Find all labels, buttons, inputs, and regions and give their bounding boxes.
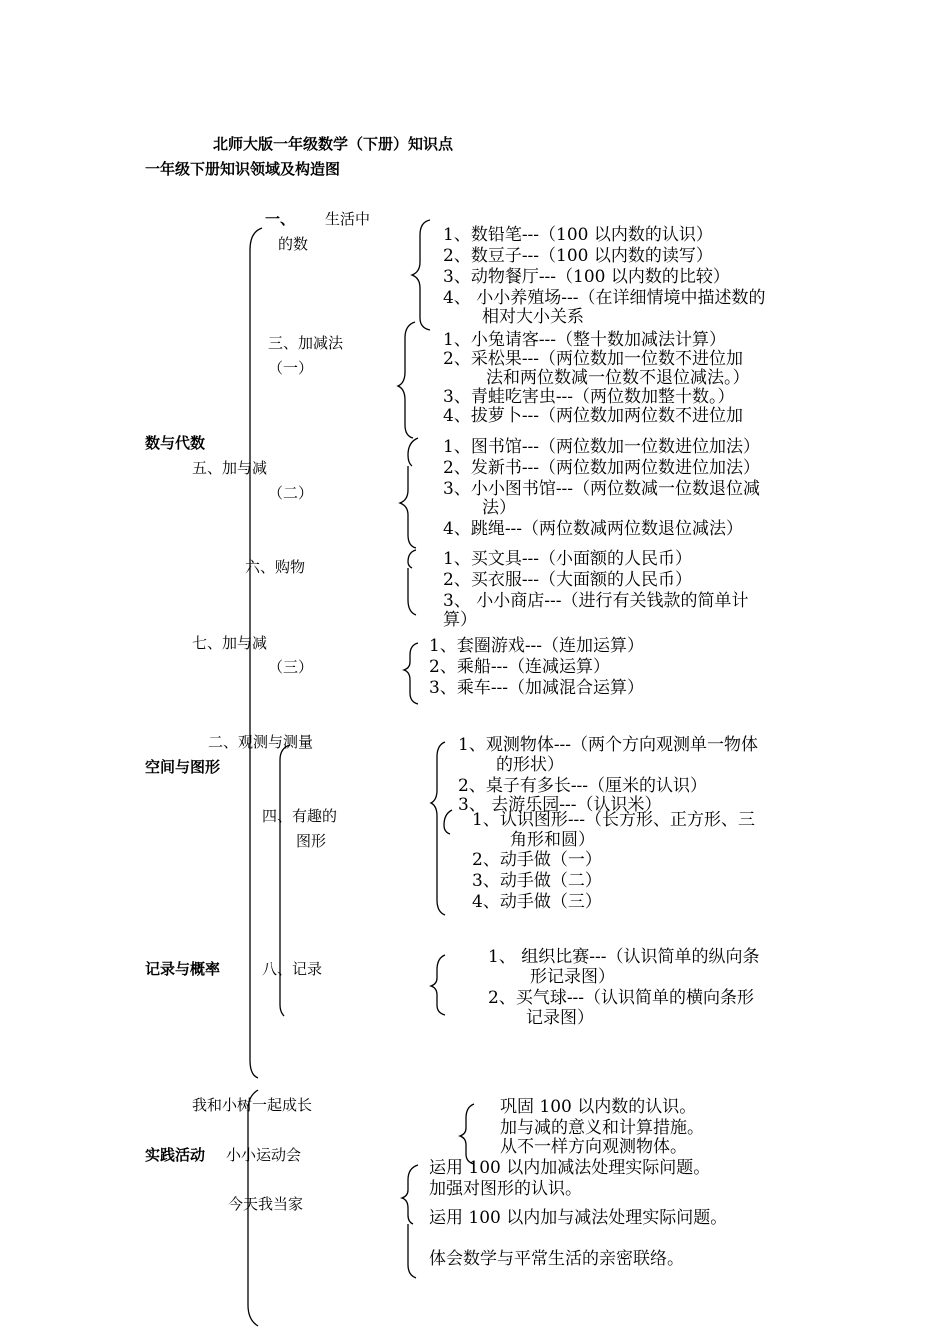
brace-g6	[408, 550, 416, 615]
brace-g5	[400, 438, 418, 548]
document-subtitle: 一年级下册知识领域及构造图	[145, 160, 341, 178]
lesson-g6-2: 2、买衣服---（大面额的人民币）	[443, 570, 693, 590]
lesson-g4-1: 1、认识图形---（长方形、正方形、三	[472, 810, 756, 830]
lesson-g3-4: 4、拔萝卜---（两位数加两位数不进位加	[443, 406, 744, 426]
lesson-g4-3: 3、动手做（二）	[472, 871, 602, 891]
lesson-g2-1: 1、观测物体---（两个方向观测单一物体	[458, 735, 759, 755]
unit-7-part: （三）	[268, 658, 314, 676]
brace-g8	[431, 955, 445, 1015]
unit-5-part: （二）	[268, 484, 314, 502]
lesson-g5-3-cont: 法）	[482, 498, 516, 518]
unit-6-name: 六、购物	[245, 558, 306, 576]
brace-space	[431, 742, 445, 915]
unit-8-name: 八、记录	[262, 960, 323, 978]
lesson-g5-1: 1、图书馆---（两位数加一位数进位加法）	[443, 437, 761, 457]
lesson-g6-3: 3、 小小商店---（进行有关钱款的简单计	[443, 591, 749, 611]
lesson-g5-3: 3、小小图书馆---（两位数减一位数退位减	[443, 479, 761, 499]
unit-7-name: 七、加与减	[192, 634, 268, 652]
lesson-g4-1-cont: 角形和圆）	[510, 830, 595, 850]
unit-1-prefix: 一、	[265, 210, 296, 228]
lesson-g1-3: 3、动物餐厅---（100 以内数的比较）	[443, 267, 730, 287]
lesson-g2-1-cont: 的形状）	[496, 755, 564, 775]
practice-a-3: 从不一样方向观测物体。	[500, 1137, 687, 1157]
lesson-g3-2: 2、采松果---（两位数加一位数不进位加	[443, 349, 744, 369]
brace-g3	[398, 322, 415, 438]
lesson-g5-4: 4、跳绳---（两位数减两位数退位减法）	[443, 519, 744, 539]
lesson-g1-4: 4、 小小养殖场---（在详细情境中描述数的	[443, 288, 766, 308]
practice-a-1: 巩固 100 以内数的认识。	[500, 1097, 697, 1117]
lesson-g8-2: 2、买气球---（认识简单的横向条形	[488, 988, 755, 1008]
activity-sports: 小小运动会	[226, 1146, 302, 1164]
unit-2-name: 二、观测与测量	[208, 733, 314, 751]
lesson-g7-3: 3、乘车---（加减混合运算）	[429, 678, 645, 698]
lesson-g5-2: 2、发新书---（两位数加两位数进位加法）	[443, 458, 761, 478]
lesson-g8-2-cont: 记录图）	[526, 1008, 594, 1028]
practice-b-3: 运用 100 以内加与减法处理实际问题。	[429, 1208, 728, 1228]
main-bracket	[250, 228, 262, 1078]
lesson-g4-4: 4、动手做（三）	[472, 892, 602, 912]
activity-tree: 我和小树一起成长	[192, 1096, 313, 1114]
lesson-g8-1: 1、 组织比赛---（认识简单的纵向条	[488, 947, 760, 967]
lesson-g6-1: 1、买文具---（小面额的人民币）	[443, 549, 693, 569]
brace-g1	[412, 220, 430, 330]
lesson-g7-1: 1、套圈游戏---（连加运算）	[429, 636, 645, 656]
brace-g4	[444, 810, 452, 834]
lesson-g3-3: 3、青蛙吃害虫---（两位数加整十数。）	[443, 387, 735, 407]
lesson-g4-2: 2、动手做（一）	[472, 850, 602, 870]
lesson-g1-4-cont: 相对大小关系	[482, 307, 584, 327]
lesson-g1-1: 1、数铅笔---（100 以内数的认识）	[443, 225, 713, 245]
lesson-g1-2: 2、数豆子---（100 以内数的读写）	[443, 246, 713, 266]
unit-3-name: 三、加减法	[268, 334, 344, 352]
unit-4-name: 四、有趣的	[262, 807, 338, 825]
document-title: 北师大版一年级数学（下册）知识点	[213, 135, 454, 153]
area-record-probability: 记录与概率	[145, 960, 221, 978]
area-number-algebra: 数与代数	[145, 434, 206, 452]
lesson-g7-2: 2、乘船---（连减运算）	[429, 657, 611, 677]
lesson-g3-2-cont: 法和两位数减一位数不退位减法。）	[486, 368, 750, 388]
unit-5-name: 五、加与减	[192, 459, 268, 477]
practice-b-2: 加强对图形的认识。	[429, 1179, 582, 1199]
lesson-g8-1-cont: 形记录图）	[530, 967, 615, 987]
activity-home: 今天我当家	[228, 1195, 304, 1213]
unit-4-name-cont: 图形	[296, 832, 327, 850]
practice-a-2: 加与减的意义和计算措施。	[500, 1118, 704, 1138]
lesson-g3-1: 1、小兔请客---（整十数加减法计算）	[443, 330, 727, 350]
unit-1-name-cont: 的数	[278, 235, 309, 253]
brace-pa	[460, 1104, 474, 1164]
practice-b-4: 体会数学与平常生活的亲密联络。	[429, 1249, 684, 1269]
lesson-g6-3-cont: 算）	[443, 610, 477, 630]
practice-b-1: 运用 100 以内加减法处理实际问题。	[429, 1158, 711, 1178]
brace-pb	[402, 1165, 418, 1278]
lesson-g2-2: 2、桌子有多长---（厘米的认识）	[458, 776, 708, 796]
area-space-shape: 空间与图形	[145, 758, 221, 776]
unit-1-name: 生活中	[325, 210, 371, 228]
unit-3-part: （一）	[268, 359, 314, 377]
lesson-g2-3: 3、 去游乐园---（认识米）	[458, 795, 662, 815]
brace-g7	[404, 643, 418, 704]
area-practice: 实践活动	[145, 1146, 206, 1164]
